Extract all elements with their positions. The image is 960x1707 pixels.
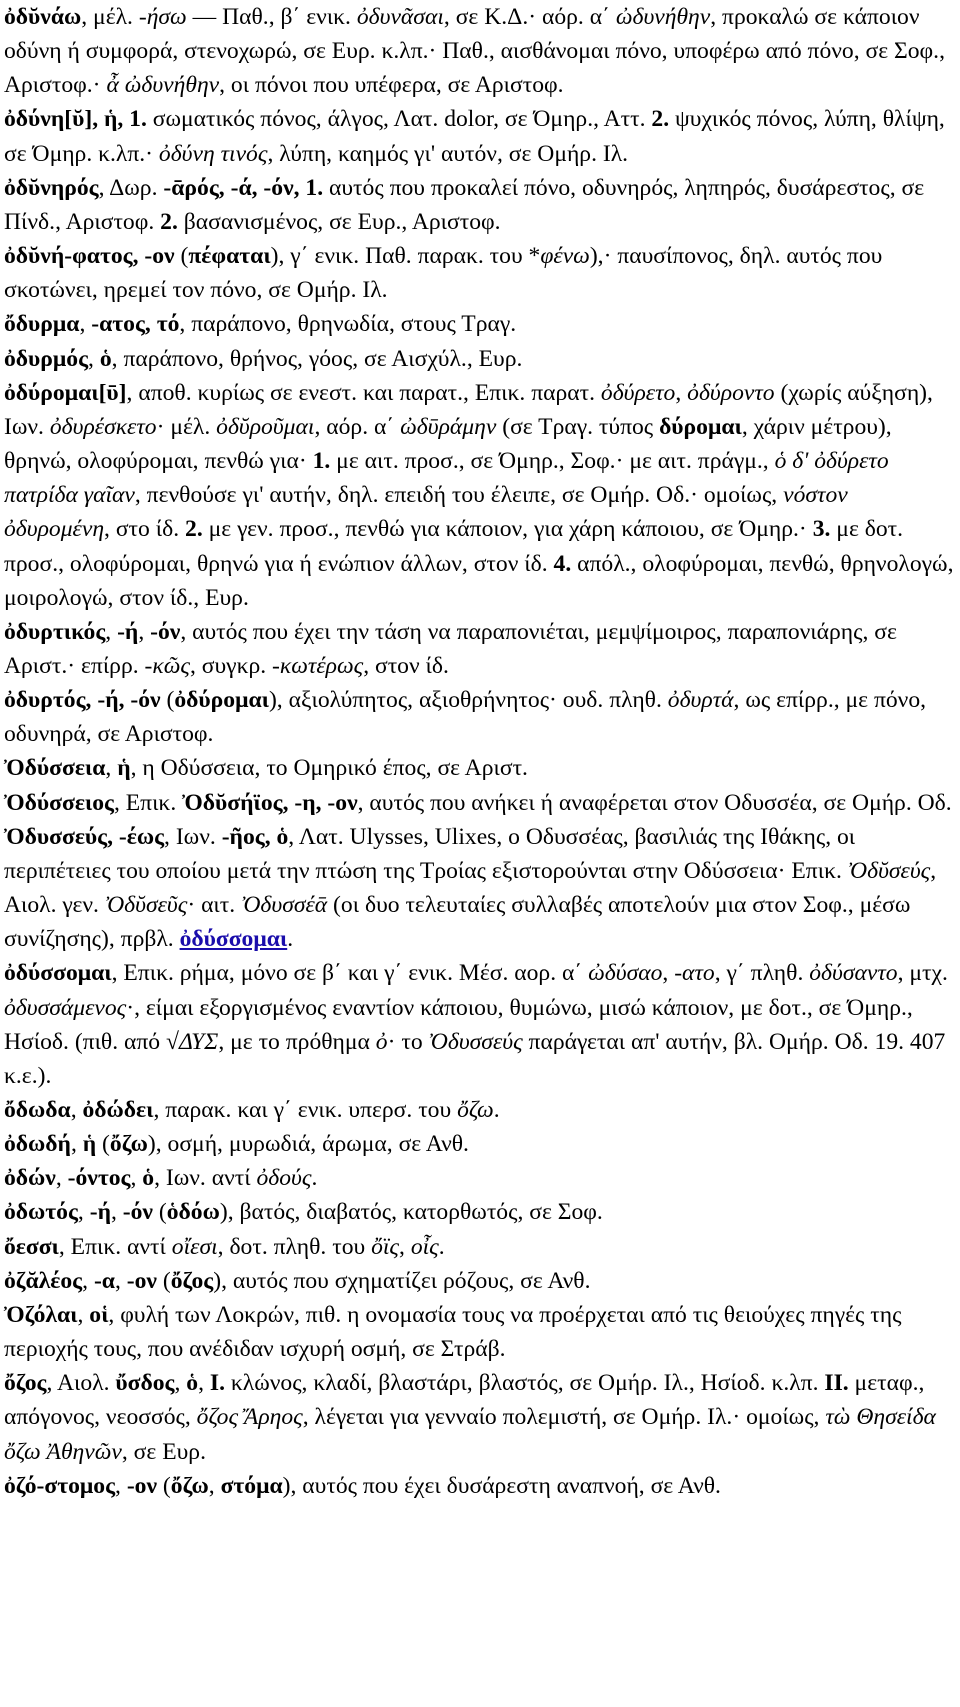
definition-text: απόλ., ολοφύρομαι, πενθώ, θρηνολογώ, μοιρολογώ, στον ίδ., Ευρ.: [4, 550, 954, 611]
headword-text: πέφαται: [188, 243, 271, 270]
headword-text: II.: [824, 1370, 849, 1397]
italic-form: οἶς: [410, 1233, 439, 1260]
definition-text: ), οσμή, μυρωδιά, άρωμα, σε Ανθ.: [147, 1131, 469, 1158]
definition-text: ,: [114, 1267, 127, 1294]
definition-text: ,: [138, 618, 151, 645]
definition-text: (χωρίς αύξηση), Ιων.: [4, 379, 933, 440]
italic-form: ὀδύρετο: [600, 379, 676, 406]
dictionary-entry: [4, 820, 954, 957]
italic-form: Ὀδῠσεῦς: [104, 892, 188, 919]
definition-text: ), αυτός που έχει δυσάρεστη αναπνοή, σε Ανθ.: [282, 1472, 721, 1499]
headword-text: ὄεσσι: [4, 1233, 59, 1260]
headword-text: -όντος: [67, 1165, 131, 1192]
definition-text: ,: [115, 1472, 127, 1499]
italic-form: ὠδυνήθην: [615, 4, 711, 30]
headword-text: ὀζᾰλέος: [4, 1267, 83, 1294]
headword-text: -ον: [126, 1472, 158, 1499]
dictionary-entry: [4, 1230, 954, 1264]
headword-text: -α: [93, 1267, 115, 1294]
dictionary-entry: [4, 307, 954, 341]
definition-text: (: [157, 1472, 171, 1499]
headword-text: ὀδυρτικός: [4, 618, 106, 645]
dictionary-entry: [4, 1161, 954, 1195]
headword-text: 2.: [160, 208, 178, 235]
headword-text: -ᾱρός, -ά, -όν, 1.: [163, 174, 324, 201]
headword-text: Ὀδυσσεύς, -έως: [4, 823, 165, 850]
definition-text: , λύπη, καημός γι' αυτόν, σε Ομήρ. Ιλ.: [267, 140, 629, 167]
definition-text: ,: [208, 1472, 221, 1499]
definition-text: ,: [55, 1165, 68, 1192]
italic-form: ὀ: [375, 1028, 388, 1055]
headword-text: δύρομαι: [659, 413, 742, 440]
definition-text: , λέγεται για γενναίο πολεμιστή, σε Ομήρ. Ιλ.· ομοίως,: [302, 1404, 826, 1431]
definition-text: κλώνος, κλαδί, βλαστάρι, βλαστός, σε Ομήρ. Ιλ., Ησίοδ. κ.λπ.: [224, 1370, 825, 1397]
definition-text: , δοτ. πληθ. του: [217, 1233, 372, 1260]
dictionary-entry: [4, 956, 954, 1093]
definition-text: .: [493, 1097, 500, 1123]
headword-text: Ὀδῠσήϊος, -η, -ον: [182, 789, 358, 816]
headword-text: ὀδύρομαι[ῡ]: [4, 379, 127, 406]
definition-text: παράγεται απ' αυτήν, βλ. Ομήρ. Οδ. 19. 407 κ.ε.).: [4, 1028, 946, 1089]
definition-text: ), αξιολύπητος, αξιοθρήνητος· ουδ. πληθ.: [268, 687, 668, 714]
definition-text: , αυτός που έχει την τάση να παραπονιέται, μεμψίμοιρος, παραπονιάρης, σε Αριστ.· επίρρ.: [4, 618, 897, 679]
cross-reference-link[interactable]: ὀδύσσομαι: [179, 926, 288, 953]
headword-text: 2.: [185, 516, 203, 543]
definition-text: · το: [387, 1028, 429, 1055]
definition-text: , Δωρ.: [98, 174, 164, 201]
headword-text: στόμα: [220, 1472, 283, 1499]
definition-text: αυτός που προκαλεί πόνο, οδυνηρός, ληπηρός, δυσάρεστος, σε Πίνδ., Αριστοφ.: [4, 174, 925, 235]
definition-text: , με το πρόθημα: [218, 1028, 376, 1055]
definition-text: , Ιων. αντί: [154, 1165, 257, 1192]
italic-form: Ὀδῠσεύς: [847, 857, 931, 884]
definition-text: ,: [198, 1370, 210, 1397]
dictionary-entry: [4, 342, 954, 376]
definition-text: , Αιολ.: [46, 1370, 116, 1397]
headword-text: ὄζος: [4, 1370, 47, 1397]
definition-text: ), βατός, διαβατός, κατορθωτός, σε Σοφ.: [219, 1199, 603, 1226]
definition-text: ,: [662, 960, 675, 987]
headword-text: ἡ: [117, 755, 131, 782]
definition-text: , παράπονο, θρηνωδία, στους Τραγ.: [179, 311, 517, 338]
definition-text: , Ιων.: [164, 823, 222, 850]
definition-text: , συγκρ.: [189, 652, 273, 679]
dictionary-entry: [4, 1298, 954, 1366]
definition-text: , σε Κ.Δ.· αόρ. α΄: [443, 4, 616, 30]
definition-text: · μέλ.: [156, 413, 217, 440]
headword-text: ὁ: [99, 345, 112, 372]
italic-form: ὀδύσαντο: [809, 960, 898, 987]
definition-text: ,: [77, 1199, 90, 1226]
definition-text: .: [311, 1165, 318, 1192]
headword-text: ὀδῠνηρός: [4, 174, 99, 201]
definition-text: , Επικ. αντί: [58, 1233, 172, 1260]
definition-text: (σε Τραγ. τύπος: [496, 413, 660, 440]
headword-text: ὔσδος: [115, 1370, 175, 1397]
definition-text: ,: [105, 755, 118, 782]
definition-text: , στον ίδ.: [363, 652, 449, 679]
headword-text: ὁ: [142, 1165, 155, 1192]
headword-text: ὀδωδή: [4, 1131, 71, 1158]
headword-text: ὀδύνη[ῠ], ἡ, 1.: [4, 106, 147, 133]
headword-text: -όν: [122, 1199, 153, 1226]
definition-text: , μτχ.: [897, 960, 948, 987]
headword-text: ἡ: [82, 1131, 97, 1158]
headword-text: ὀδῠνάω: [4, 4, 82, 30]
dictionary-entry: [4, 786, 954, 820]
italic-form: Ὀδυσσεύς: [428, 1028, 523, 1055]
headword-text: Ὀζόλαι: [4, 1301, 78, 1328]
definition-text: ,: [88, 345, 100, 372]
dictionary-entry: [4, 683, 954, 751]
definition-text: ), γ΄ ενικ. Παθ. παρακ. του *: [270, 243, 541, 270]
definition-text: με αιτ. προσ., σε Όμηρ., Σοφ.· με αιτ. πράγμ.,: [330, 448, 775, 475]
definition-text: μεταφ., απόγονος, νεοσσός,: [4, 1370, 925, 1431]
italic-form: ὀδυνᾶσαι: [356, 4, 444, 30]
italic-form: ὀδυρτά: [667, 687, 734, 714]
definition-text: (: [96, 1131, 110, 1158]
headword-text: ὀζό-στομος: [4, 1472, 116, 1499]
definition-text: , Λατ. Ulysses, Ulixes, ο Οδυσσέας, βασιλιάς της Ιθάκης, οι περιπέτειες του οποίου μετά την πτώση της Τροίας εξιστορούνται στην Οδύσσεια· Επικ.: [4, 823, 856, 884]
dictionary-entry: [4, 1366, 954, 1468]
definition-text: ,: [110, 1199, 123, 1226]
headword-text: ὀδών: [4, 1165, 56, 1192]
headword-text: ὁδόω: [166, 1199, 220, 1226]
definition-text: , οι πόνοι που υπέφερα, σε Αριστοφ.: [219, 72, 564, 99]
definition-text: (: [152, 1199, 167, 1226]
headword-text: ὀδυρτός, -ή, -όν: [4, 687, 161, 714]
italic-form: -κῶς: [144, 652, 190, 679]
headword-text: I.: [209, 1370, 225, 1397]
italic-form: ὀδυσσάμενος: [4, 994, 127, 1021]
definition-text: , ως επίρρ., με πόνο, οδυνηρά, σε Αριστοφ.: [4, 687, 927, 748]
italic-form: οἴεσι: [171, 1233, 218, 1260]
headword-text: οἱ: [89, 1301, 109, 1328]
italic-form: φένω: [540, 243, 590, 270]
definition-text: , χάριν μέτρου), θρηνώ, ολοφύρομαι, πενθώ για·: [4, 413, 892, 475]
italic-form: ὀδύνη τινός: [158, 140, 268, 167]
dictionary-entry: [4, 1195, 954, 1229]
headword-text: ὀδυρμός: [4, 345, 89, 372]
italic-form: ὠδῡράμην: [400, 413, 497, 440]
italic-form: ὀδύροντο: [687, 379, 775, 406]
definition-text: ,: [174, 1370, 187, 1397]
italic-form: Ὀδυσσέᾱ: [241, 892, 328, 919]
definition-text: , προκαλώ σε κάποιον οδύνη ή συμφορά, στενοχωρώ, σε Ευρ. κ.λπ.· Παθ., αισθάνομαι πόνο, υποφέρω από πόνο, σε Σοφ., Αριστοφ.·: [4, 4, 945, 99]
definition-text: , φυλή των Λοκρών, πιθ. η ονομασία τους να προέρχεται από τις θειούχες πηγές της περιοχής τους, που ανέδιδαν ισχυρή οσμή, σε Στράβ.: [4, 1301, 902, 1363]
definition-text: (οι δυο τελευταίες συλλαβές αποτελούν μια στον Σοφ., μέσω συνίζησης), πρβλ.: [4, 892, 911, 953]
definition-text: ,: [79, 311, 92, 338]
headword-text: 1.: [312, 448, 331, 475]
definition-text: ),· παυσίπονος, δηλ. αυτός που σκοτώνει, ηρεμεί τον πόνο, σε Ομήρ. Ιλ.: [4, 243, 883, 304]
definition-text: , Αιολ. γεν.: [4, 857, 937, 919]
definition-text: , στο ίδ.: [104, 516, 186, 543]
definition-text: σωματικός πόνος, άλγος, Λατ. dolor, σε Όμηρ., Αττ.: [146, 106, 652, 133]
dictionary-entry: [4, 171, 954, 239]
dictionary-entry: [4, 1127, 954, 1161]
definition-text: , αυτός που ανήκει ή αναφέρεται στον Οδυσσέα, σε Ομήρ. Οδ.: [357, 789, 952, 816]
headword-text: -ον: [126, 1267, 157, 1294]
definition-text: ψυχικός πόνος, λύπη, θλίψη, σε Όμηρ. κ.λπ.·: [4, 106, 945, 167]
dictionary-entry: [4, 751, 954, 785]
headword-text: ὄζω: [109, 1131, 148, 1158]
italic-form: ὄζω: [457, 1097, 494, 1123]
definition-text: , αόρ. α΄: [314, 413, 401, 440]
headword-text: 4.: [553, 550, 572, 577]
definition-text: με δοτ. προσ., ολοφύρομαι, θρηνώ για ή ενώπιον άλλων, στον ίδ.: [4, 516, 904, 577]
definition-text: , Επικ. ρήμα, μόνο σε β΄ και γ΄ ενικ. Μέσ. αορ. α΄: [111, 960, 589, 987]
definition-text: ,: [70, 1131, 83, 1158]
headword-text: ὄδωδα: [4, 1097, 71, 1123]
headword-text: ὄζος: [170, 1267, 214, 1294]
definition-text: , σε Ευρ.: [121, 1438, 206, 1465]
definition-text: (: [160, 687, 175, 714]
definition-text: , αποθ. κυρίως σε ενεστ. και παρατ., Επικ. παρατ.: [126, 379, 601, 406]
headword-text: -ῆος, ὁ: [221, 823, 289, 850]
definition-text: (: [156, 1267, 171, 1294]
definition-text: ,: [399, 1233, 411, 1260]
definition-text: (: [174, 243, 189, 270]
dictionary-entry: [4, 1093, 954, 1127]
dictionary-entry: [4, 1469, 954, 1503]
headword-text: -ατος, τό: [91, 311, 180, 338]
italic-form: -ήσω: [138, 4, 187, 30]
definition-text: , Επικ.: [113, 789, 183, 816]
definition-text: , η Οδύσσεια, το Ομηρικό έπος, σε Αριστ.: [130, 755, 528, 782]
dictionary-entry: [4, 1264, 954, 1298]
italic-form: ὠδύσαο: [588, 960, 663, 987]
definition-text: με γεν. προσ., πενθώ για κάποιον, για χάρη κάποιου, σε Όμηρ.·: [202, 516, 813, 543]
italic-form: -ατο: [674, 960, 715, 987]
definition-text: ,: [82, 1267, 94, 1294]
italic-form: ὀδούς: [256, 1165, 312, 1192]
italic-form: ὄζος Ἄρηος: [196, 1404, 303, 1431]
definition-text: βασανισμένος, σε Ευρ., Αριστοφ.: [177, 208, 501, 235]
definition-text: ·, είμαι εξοργισμένος εναντίον κάποιου, θυμώνω, μισώ κάποιον, με δοτ., σε Όμηρ., Ησίοδ. (πιθ. από √: [4, 994, 913, 1055]
headword-text: ὄδυρμα: [4, 311, 80, 338]
dictionary-entry: [4, 102, 954, 170]
definition-text: , μέλ.: [81, 4, 139, 30]
headword-text: -όν: [150, 618, 181, 645]
headword-text: -ή: [89, 1199, 111, 1226]
headword-text: ὀδώδει: [82, 1097, 154, 1123]
headword-text: ὀδωτός: [4, 1199, 78, 1226]
definition-text: , γ΄ πληθ.: [714, 960, 810, 987]
definition-text: .: [287, 926, 294, 953]
italic-form: ὀδῠροῦμαι: [216, 413, 315, 440]
italic-form: ὀδυρέσκετο: [49, 413, 157, 440]
definition-text: ,: [675, 379, 688, 406]
italic-form: ἆ ὠδυνήθην: [106, 72, 220, 99]
headword-text: -ή: [117, 618, 139, 645]
dictionary-entry: [4, 615, 954, 683]
headword-text: ὁ: [186, 1370, 199, 1397]
dictionary-entry: [4, 239, 954, 307]
definition-text: ,: [105, 618, 118, 645]
definition-text: ,: [77, 1301, 90, 1328]
dictionary-entry: [4, 0, 954, 102]
headword-text: 2.: [651, 106, 670, 133]
italic-form: τὼ Θησείδα ὄζω Ἀθηνῶν: [4, 1404, 936, 1465]
headword-text: ὀδύρομαι: [174, 687, 269, 714]
italic-form: ὁ δ' ὀδύρετο πατρίδα γαῖαν: [4, 448, 889, 509]
headword-text: ὀδῠνή-φατος, -ον: [4, 243, 175, 270]
definition-text: , παρακ. και γ΄ ενικ. υπερσ. του: [153, 1097, 458, 1123]
dictionary-entry: [4, 376, 954, 615]
italic-form: ὄϊς: [371, 1233, 400, 1260]
headword-text: ὀδύσσομαι: [4, 960, 112, 987]
definition-text: , πενθούσε γι' αυτήν, δηλ. επειδή του έλειπε, σε Ομήρ. Οδ.· ομοίως,: [134, 482, 784, 509]
headword-text: 3.: [812, 516, 831, 543]
italic-form: -κωτέρως: [272, 652, 364, 679]
definition-text: · αιτ.: [187, 892, 242, 919]
definition-text: ), αυτός που σχηματίζει ρόζους, σε Ανθ.: [213, 1267, 591, 1294]
definition-text: — Παθ., β΄ ενικ.: [186, 4, 357, 30]
headword-text: ὄζω: [170, 1472, 209, 1499]
italic-form: ΔΥΣ: [178, 1028, 219, 1055]
definition-text: ,: [70, 1097, 83, 1123]
headword-text: Ὀδύσσεια: [4, 755, 106, 782]
definition-text: .: [438, 1233, 445, 1260]
headword-text: Ὀδύσσειος: [4, 789, 114, 816]
italic-form: νόστον ὀδυρομένη: [4, 482, 848, 543]
definition-text: ,: [130, 1165, 143, 1192]
definition-text: , παράπονο, θρήνος, γόος, σε Αισχύλ., Ευρ.: [111, 345, 523, 372]
